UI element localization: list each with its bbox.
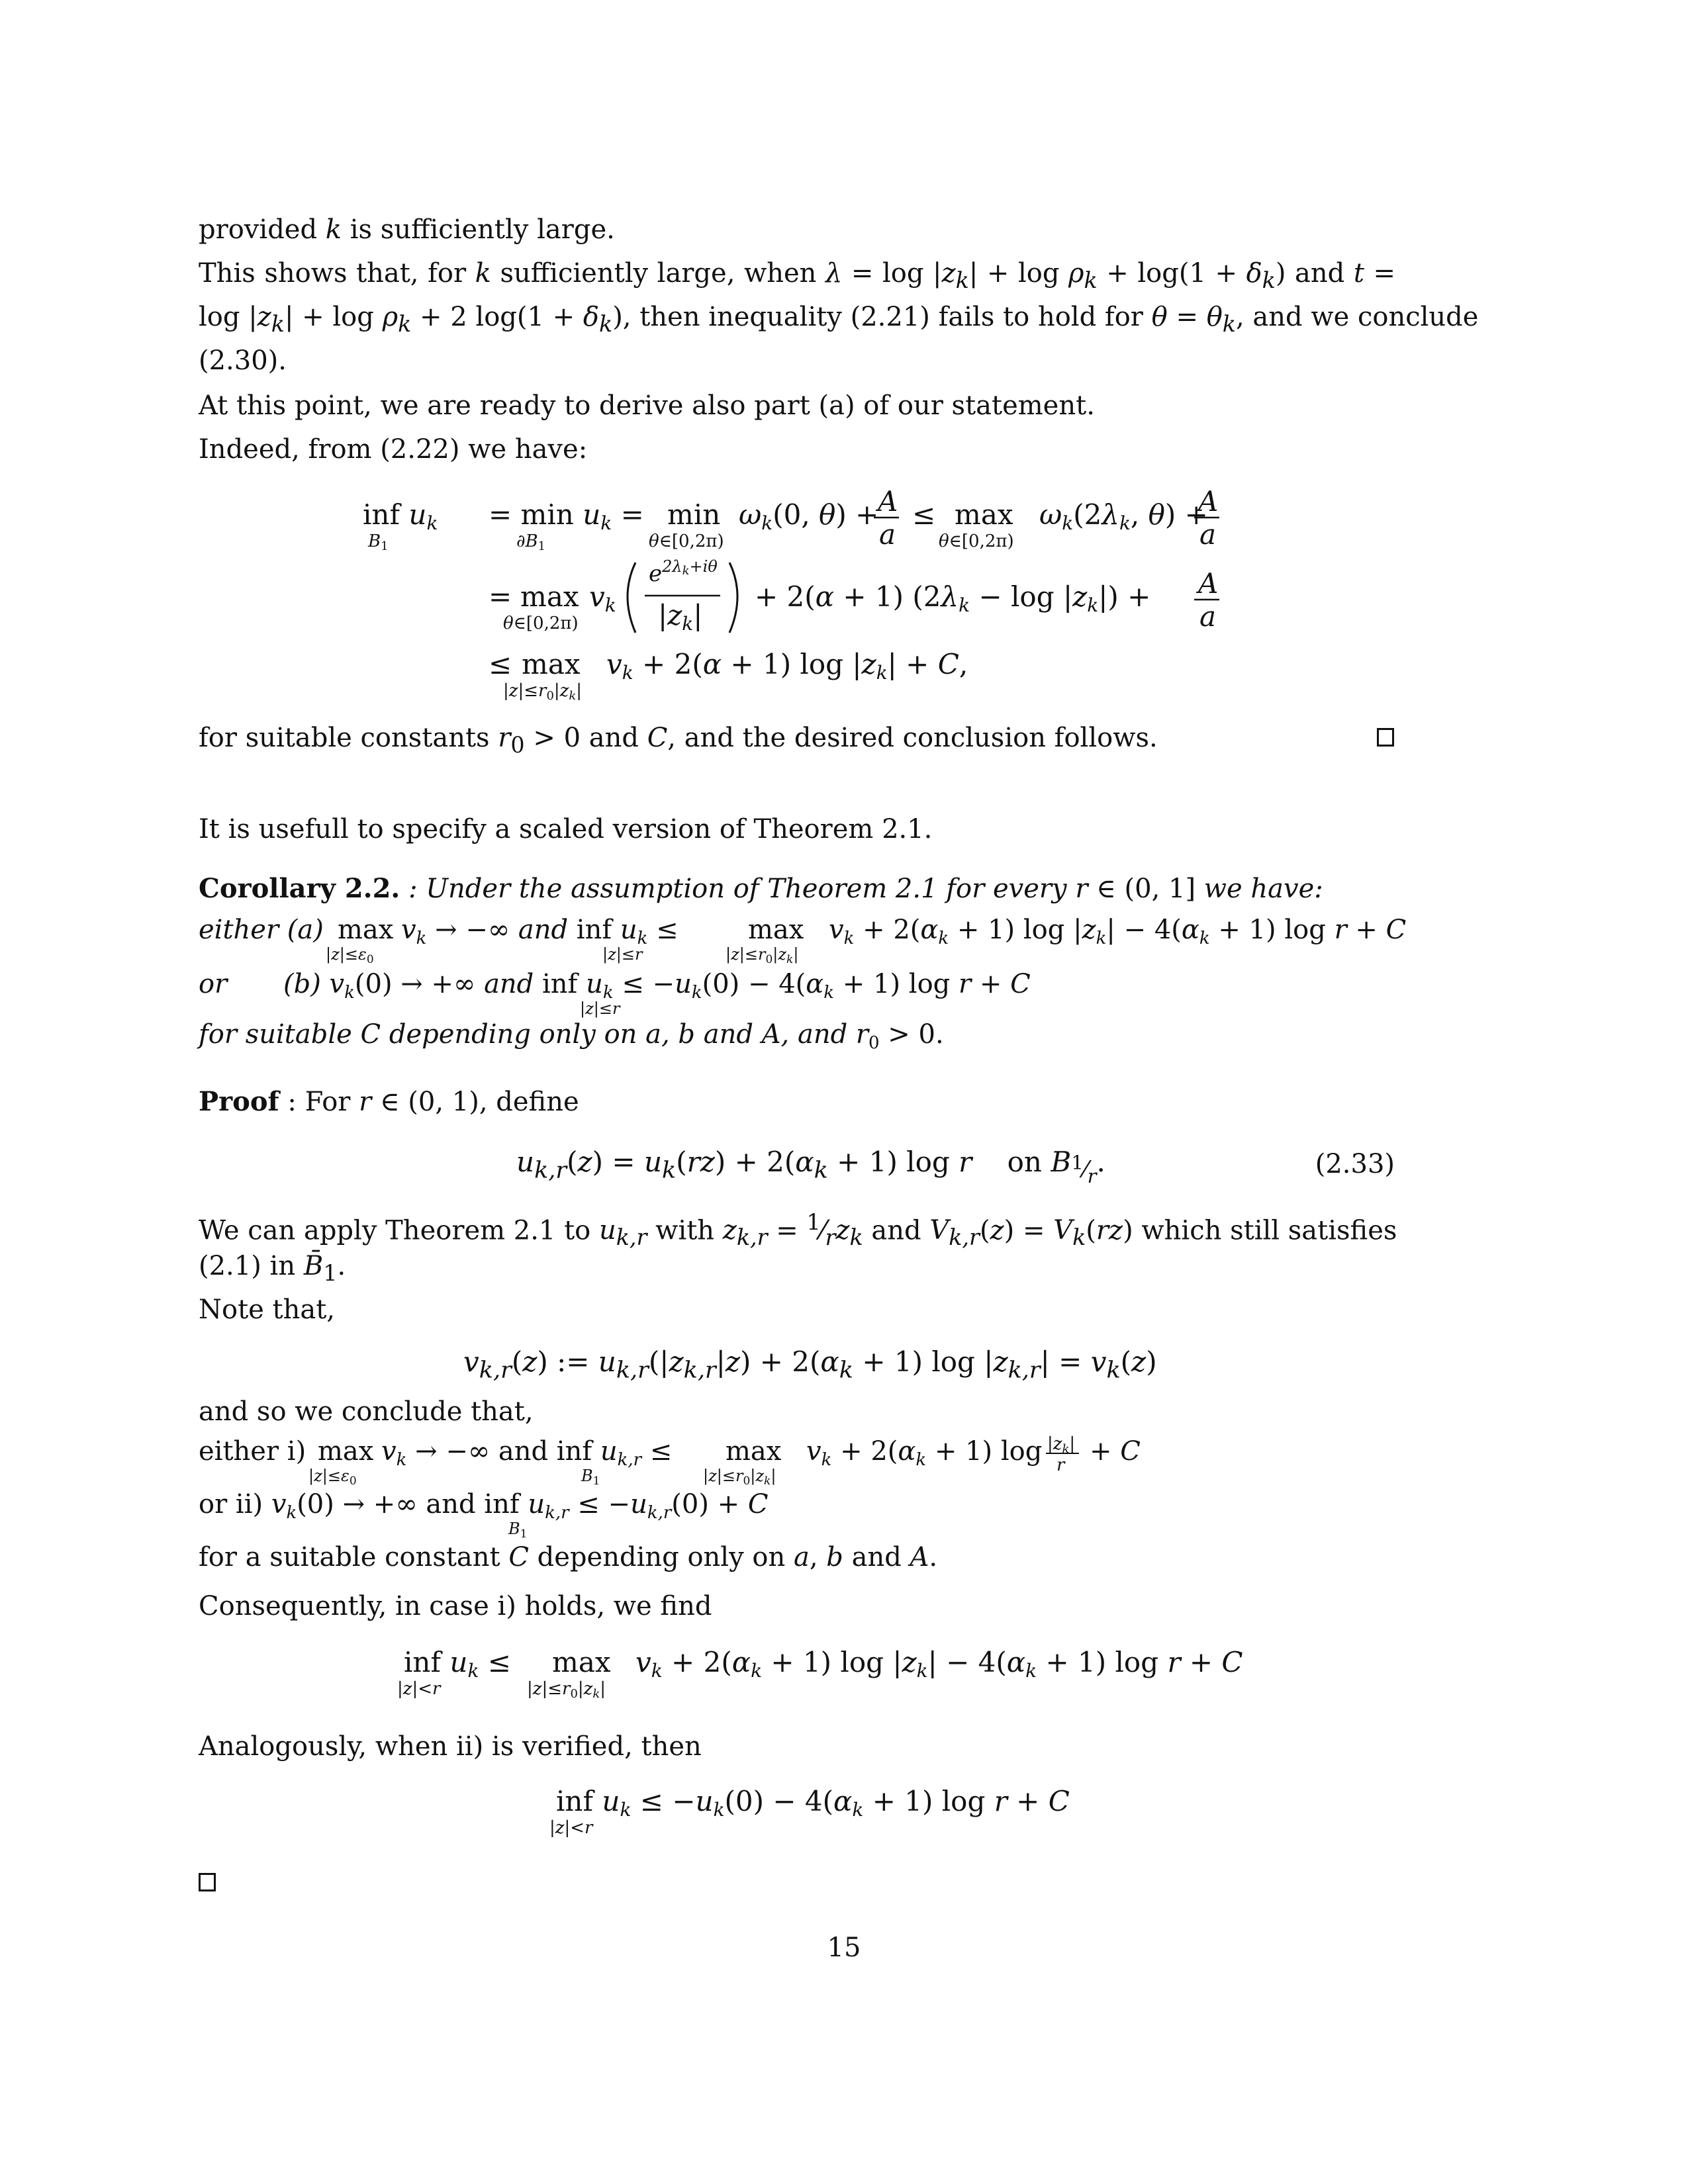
- after-display-text: for suitable constants $r_0 > 0$ and C, and the desired conclusion follows.: [199, 723, 1158, 758]
- svg-text:|z|<r: |z|<r: [397, 1679, 441, 1699]
- svg-text:vk → −∞ and inf uk ≤: $v_k$ → −∞ and inf $u_k$ ≤: [401, 915, 679, 948]
- svg-text:|zk|: |zk|: [1047, 1434, 1076, 1456]
- svg-text:vk + 2(αk + 1) log |zk| − 4(αk: $v_k + 2(\alpha_k + 1)$ $\log |z_k| - 4(\alpha_k + 1)$ log r + C: [829, 915, 1407, 948]
- svg-text:|z|≤r0|zk|: $|z|\le r_0|z_k|$: [726, 945, 799, 966]
- svg-text:|z|≤r: |z|≤r: [602, 945, 643, 964]
- svg-text:max: max: [748, 915, 804, 945]
- svg-text:A: A: [1198, 567, 1219, 600]
- svg-text:vk: vk: [589, 580, 616, 616]
- svg-text:θ∈[0,2π): θ∈[0,2π): [503, 614, 579, 633]
- svg-text:|z|≤ε0: $|z|\le\varepsilon_0$: [326, 945, 374, 966]
- note-that: Note that,: [199, 1295, 336, 1325]
- svg-text:|z|≤r0|zk|: |z|≤r0|zk|: [527, 1679, 606, 1701]
- svg-text:vk + 2(α + 1) log |zk| + C,: vk + 2(α + 1) log |zk| + C,: [606, 648, 968, 684]
- svg-text:max: max: [318, 1436, 374, 1467]
- svg-text:≤: ≤: [489, 648, 512, 680]
- svg-text:for a suitable constant C depe: for a suitable constant C depending only on a, b and A.: [199, 1542, 938, 1572]
- svg-text:|zk|: |zk|: [658, 599, 703, 635]
- proof-cases: [199, 1433, 1403, 1586]
- svg-text:a: a: [879, 518, 896, 551]
- svg-text:θ∈[0,2π): θ∈[0,2π): [649, 531, 724, 551]
- svg-text:≤: ≤: [912, 498, 936, 531]
- svg-text:A: A: [1198, 485, 1219, 518]
- svg-text:vk + 2(αk + 1) log |zk| − 4(αk: vk + 2(αk + 1) log |zk| − 4(αk + 1) log r + C: [635, 1646, 1243, 1682]
- corollary-line-1: Corollary 2.2. : Under the assumption of Theorem 2.1 for every r ∈ (0, 1] we have:: [199, 873, 1323, 904]
- equation-2-33: $u_{k,r}(z) = u_k(rz) + 2(\alpha_k + 1)$ log r on $B_{^1⁄_r}$.: [516, 1146, 1105, 1188]
- svg-text:e2λk+iθ: $e^{2\lambda}k+i\theta$: [649, 557, 718, 587]
- svg-text:ωk(0, θ) +: ωk(0, θ) +: [739, 498, 879, 534]
- svg-text:inf uk ≤ −uk(0) − 4(αk + 1) lo: inf uk ≤ −uk(0) − 4(αk + 1) log r + C: [556, 1785, 1070, 1821]
- svg-text:either i): either i): [199, 1436, 306, 1467]
- apply-theorem-line-2: (2.1) in $B̄_1$.: [199, 1251, 346, 1286]
- svg-text:for suitable C depending only: for suitable C depending only on a, b and A, and $r_0 > 0$.: [199, 1019, 944, 1053]
- svg-text:max: max: [552, 1646, 611, 1678]
- proof-intro: Proof : For r ∈ (0, 1), define: [199, 1086, 579, 1117]
- text-line-2: This shows that, for k sufficiently large, when $\lambda = \log |z_k| + \log \rho_k + \log(1 + \delta_k)$ and t =: [199, 258, 1396, 293]
- apply-theorem-line-1: We can apply Theorem 2.1 to $u_{k,r}$ with $z_{k,r}$ = $^1⁄_rz_k$ and $V_{k,r}(z) = V_k(rz)$ which still satisfies: [199, 1209, 1397, 1251]
- svg-text:either (a): either (a): [199, 915, 324, 945]
- equation-case-2: [543, 1780, 1139, 1853]
- svg-text:r: r: [1056, 1455, 1065, 1475]
- svg-text:+ C: + C: [1090, 1436, 1141, 1467]
- svg-text:a: a: [1199, 518, 1217, 551]
- svg-text:ωk(2λk, θ) +: ωk(2λk, θ) +: [1039, 498, 1208, 534]
- equation-number-2-33: (2.33): [1315, 1149, 1395, 1179]
- svg-text:vk + 2(αk + 1) log: $v_k + 2(\alpha_k + 1)$ log: [806, 1436, 1043, 1470]
- svg-text:max: max: [726, 1436, 782, 1467]
- svg-text:inf uk: inf uk: [363, 498, 438, 534]
- svg-text:max: max: [338, 915, 394, 945]
- svg-text:max: max: [522, 648, 581, 680]
- svg-text:|z|≤r0|zk|: $|z|\le r_0|z_k|$: [703, 1467, 776, 1488]
- svg-text:∂B1: ∂B1: [516, 531, 546, 553]
- usefull-sentence: It is usefull to specify a scaled version of Theorem 2.1.: [199, 814, 933, 844]
- svg-text:B1: $B_1$: [508, 1520, 528, 1541]
- svg-text:B1: B1: [368, 531, 389, 553]
- equation-case-1: [391, 1641, 1278, 1714]
- page-number: 15: [827, 1933, 861, 1963]
- consequently-text: Consequently, in case i) holds, we find: [199, 1591, 712, 1621]
- svg-text:max: max: [955, 498, 1013, 531]
- qed-box-1: [1377, 728, 1394, 747]
- text-line-1: provided k is sufficiently large.: [199, 214, 615, 245]
- text-line-3: $\log |z_k| + \log \rho_k + 2$ $\log(1 + \delta_k)$, then inequality (2.21) fails to hold for $\theta = \theta_k$, and we conclude: [199, 302, 1479, 337]
- svg-text:or ii) vk(0) → +∞ and inf uk,r: or ii) $v_k(0)$ → +∞ and inf $u_{k,r} \le -u_{k,r}(0) + C$: [199, 1489, 769, 1523]
- text-line-4: (2.30).: [199, 345, 287, 376]
- svg-text:θ∈[0,2π): θ∈[0,2π): [939, 531, 1014, 551]
- svg-text:min: min: [667, 498, 721, 531]
- svg-text:max: max: [520, 580, 579, 613]
- conclude-text: and so we conclude that,: [199, 1396, 534, 1427]
- svg-text:|z|≤r: |z|≤r: [580, 999, 620, 1018]
- svg-text:|z|≤r0|zk|: |z|≤r0|zk|: [503, 681, 583, 703]
- svg-text:|z|<r: |z|<r: [549, 1818, 593, 1838]
- svg-text:inf uk ≤: inf uk ≤: [404, 1646, 511, 1682]
- svg-text:=: =: [489, 580, 512, 613]
- analogously-text: Analogously, when ii) is verified, then: [199, 1731, 702, 1762]
- svg-text:(b) vk(0) → +∞ and inf uk ≤ −u: (b) $v_k(0)$ → +∞ and inf $u_k \le -u_k(0) - 4(\alpha_k + 1)$ log r + C: [283, 969, 1031, 1003]
- svg-text:vk → −∞ and inf uk,r ≤: $v_k$ → −∞ and inf $u_{k,r}$ ≤: [381, 1436, 673, 1470]
- svg-text:= min uk =: = min uk =: [489, 498, 644, 534]
- svg-text:B1: $B_1$: [581, 1467, 600, 1488]
- equation-vkr: $v_{k,r}(z)$ := $u_{k,r}(|z_{k,r}|z) + 2(\alpha_k + 1)$ $\log |z_{k,r}| = v_k(z)$: [463, 1345, 1157, 1384]
- text-line-5: At this point, we are ready to derive also part (a) of our statement.: [199, 390, 1095, 421]
- text-line-6: Indeed, from (2.22) we have:: [199, 434, 588, 465]
- svg-text:|z|≤ε0: $|z|\le\varepsilon_0$: [308, 1467, 357, 1488]
- corollary-cases: [199, 912, 1407, 1071]
- svg-text:+ 2(α + 1) (2λk − log |zk|) +: + 2(α + 1) (2λk − log |zk|) +: [755, 580, 1151, 616]
- svg-text:or: or: [199, 969, 228, 999]
- qed-box-2: [199, 1873, 216, 1891]
- svg-text:A: A: [878, 485, 898, 518]
- display-equation-inf-bound: [344, 477, 1284, 702]
- svg-text:a: a: [1199, 600, 1217, 633]
